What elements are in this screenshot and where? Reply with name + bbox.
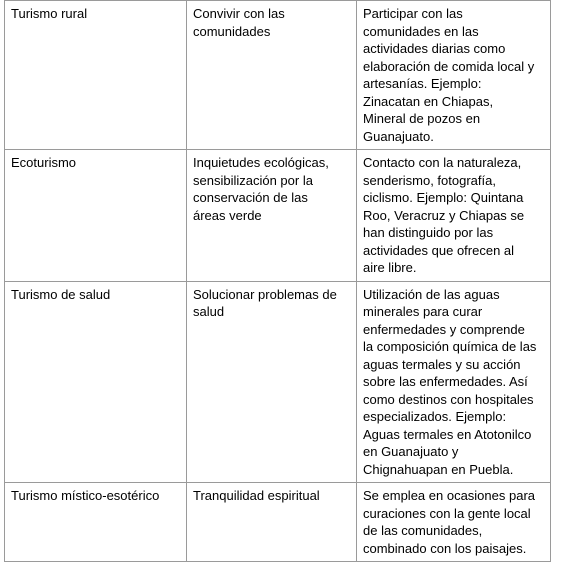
motivation-cell: Tranquilidad espiritual <box>187 483 357 562</box>
table-row <box>5 1 551 150</box>
description-cell: Contacto con la naturaleza, senderismo, fotografía, ciclismo. Ejemplo: Quintana Roo, Veracruz y Chiapas se han distinguido por las actividades que ofrecen al aire libre. <box>357 150 551 282</box>
description-cell: Se emplea en ocasiones para curaciones con la gente local de las comunidades, combinado con los paisajes. <box>357 483 551 562</box>
tourism-type-cell: Turismo de salud <box>5 281 187 483</box>
tourism-type-cell: Turismo místico-esotérico <box>5 483 187 562</box>
motivation-cell: Convivir con las comunidades <box>187 1 357 150</box>
motivation-cell: Inquietudes ecológicas, sensibilización por la conservación de las áreas verde <box>187 150 357 282</box>
description-cell: Utilización de las aguas minerales para curar enfermedades y comprende la composición química de las aguas termales y su acción sobre las enfermedades. Así como destinos con hospitales especializados. Ejemplo: Aguas termales en Atotonilco en Guanajuato y Chignahuapan en Puebla. <box>357 281 551 483</box>
description-cell: Participar con las comunidades en las actividades diarias como elaboración de comida local y artesanías. Ejemplo: Zinacatan en Chiapas, Mineral de pozos en Guanajuato. <box>357 1 551 150</box>
table-row <box>5 483 551 562</box>
tourism-types-table <box>4 0 551 562</box>
motivation-cell: Solucionar problemas de salud <box>187 281 357 483</box>
tourism-type-cell: Ecoturismo <box>5 150 187 282</box>
table-row <box>5 281 551 483</box>
table-row <box>5 150 551 282</box>
tourism-type-cell: Turismo rural <box>5 1 187 150</box>
